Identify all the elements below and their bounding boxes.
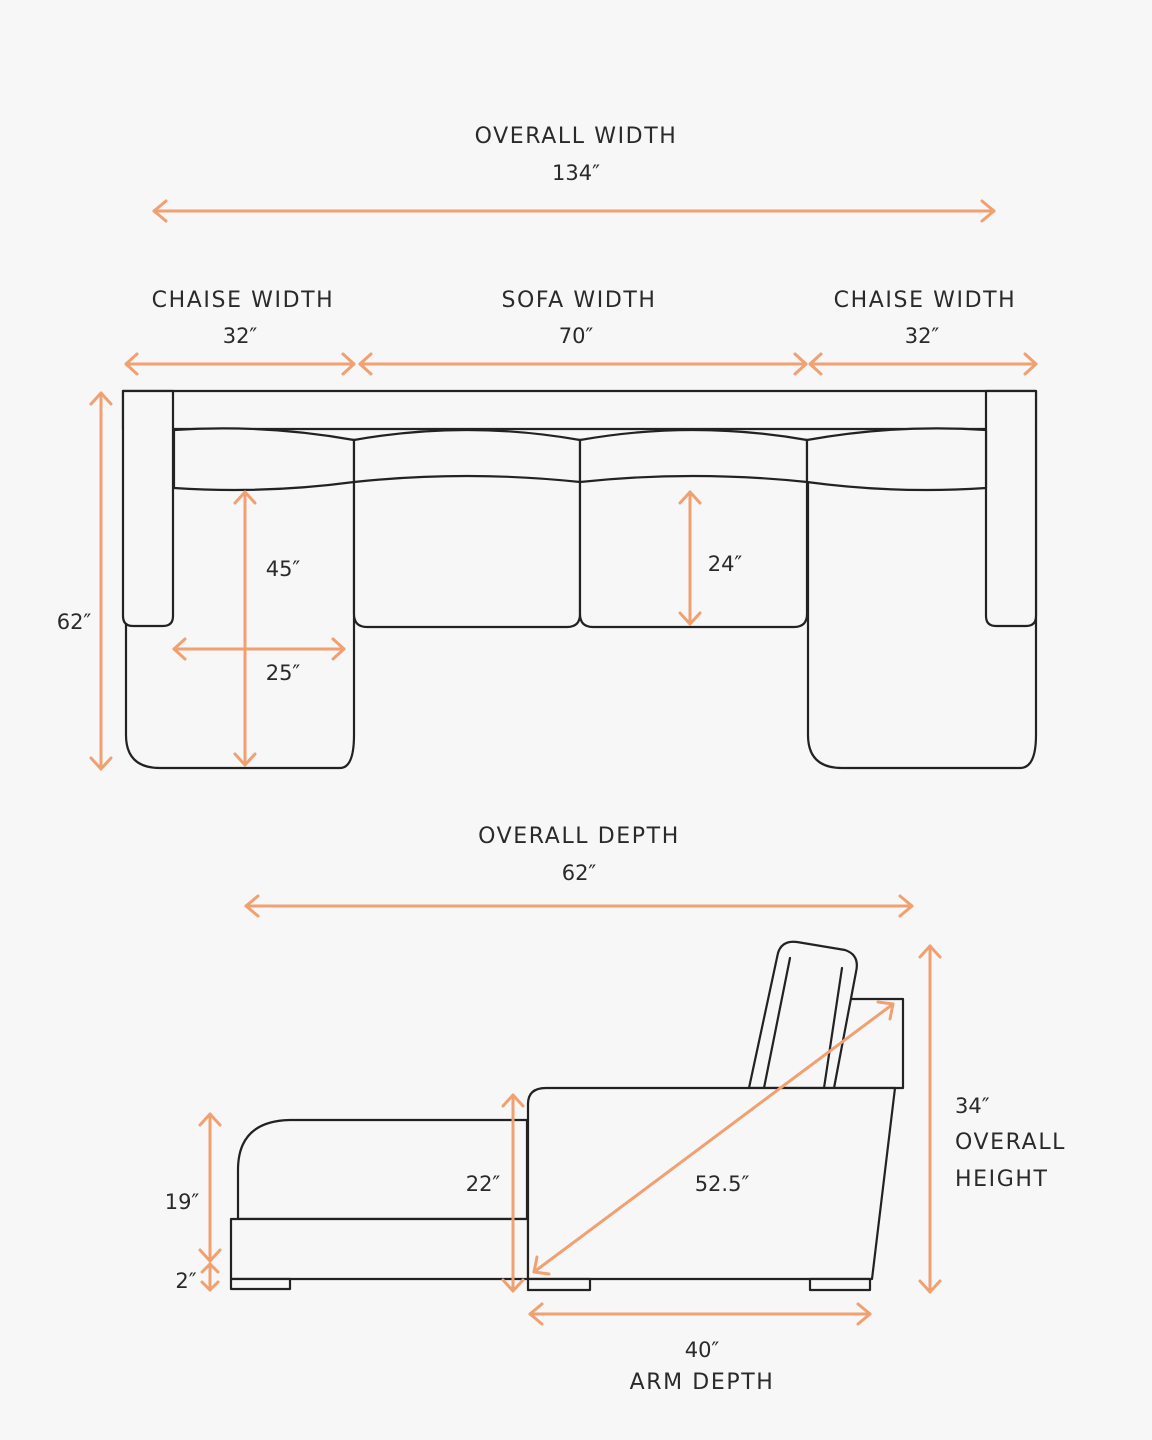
chaise-width-right-label: CHAISE WIDTH [833, 288, 1017, 313]
overall-width-arrow [154, 201, 994, 221]
seat-height-arrow [200, 1114, 220, 1261]
back-cushion-1 [174, 428, 354, 490]
overall-depth-arrow [246, 896, 912, 916]
front-foot [810, 1279, 870, 1290]
sofa-side-outline [231, 942, 903, 1290]
leg-height-arrow [202, 1264, 218, 1290]
top-depth-arrow [91, 393, 111, 769]
back-rail [123, 391, 1036, 429]
chaise-width-right-arrow [810, 354, 1036, 374]
chaise-width-left-value: 32″ [222, 324, 258, 348]
sofa-width-label: SOFA WIDTH [501, 288, 657, 313]
overall-depth-value: 62″ [561, 861, 597, 885]
arm-height-value: 22″ [465, 1172, 501, 1196]
chaise-width-right-value: 32″ [904, 324, 940, 348]
top-view [57, 124, 1036, 769]
back-cushion-3 [580, 430, 807, 482]
seat-height-value: 19″ [164, 1190, 200, 1214]
sofa-top-outline [123, 391, 1036, 768]
overall-height-value: 34″ [955, 1094, 990, 1118]
overall-height-label-line1: OVERALL [955, 1130, 1067, 1155]
back-cushion-2 [354, 430, 580, 482]
overall-height-label-line2: HEIGHT [955, 1167, 1049, 1192]
sofa-width-arrow [360, 354, 806, 374]
chaise-width-left-label: CHAISE WIDTH [151, 288, 335, 313]
back-cushion-4 [807, 428, 986, 490]
rear-foot [528, 1279, 590, 1290]
overall-width-value: 134″ [552, 161, 600, 185]
top-depth-value: 62″ [56, 610, 92, 634]
overall-height-arrow [920, 946, 940, 1292]
side-view [165, 824, 1066, 1395]
sofa-seat-depth-value: 24″ [707, 552, 743, 576]
sofa-width-value: 70″ [558, 324, 594, 348]
diagonal-depth-value: 52.5″ [694, 1172, 750, 1196]
overall-depth-label: OVERALL DEPTH [478, 824, 680, 849]
right-arm [986, 391, 1036, 626]
arm-depth-label: ARM DEPTH [629, 1370, 775, 1395]
overall-width-label: OVERALL WIDTH [474, 124, 678, 149]
chaise-base-side [231, 1219, 528, 1279]
arm-depth-value: 40″ [684, 1338, 720, 1362]
chaise-seat-width-value: 25″ [265, 661, 301, 685]
left-arm [123, 391, 173, 626]
leg-height-value: 2″ [175, 1269, 197, 1293]
chaise-width-left-arrow [126, 354, 354, 374]
chaise-foot [231, 1279, 290, 1289]
arm-depth-arrow [530, 1304, 870, 1324]
chaise-cushion-side [238, 1120, 527, 1219]
chaise-seat-depth-value: 45″ [265, 557, 301, 581]
